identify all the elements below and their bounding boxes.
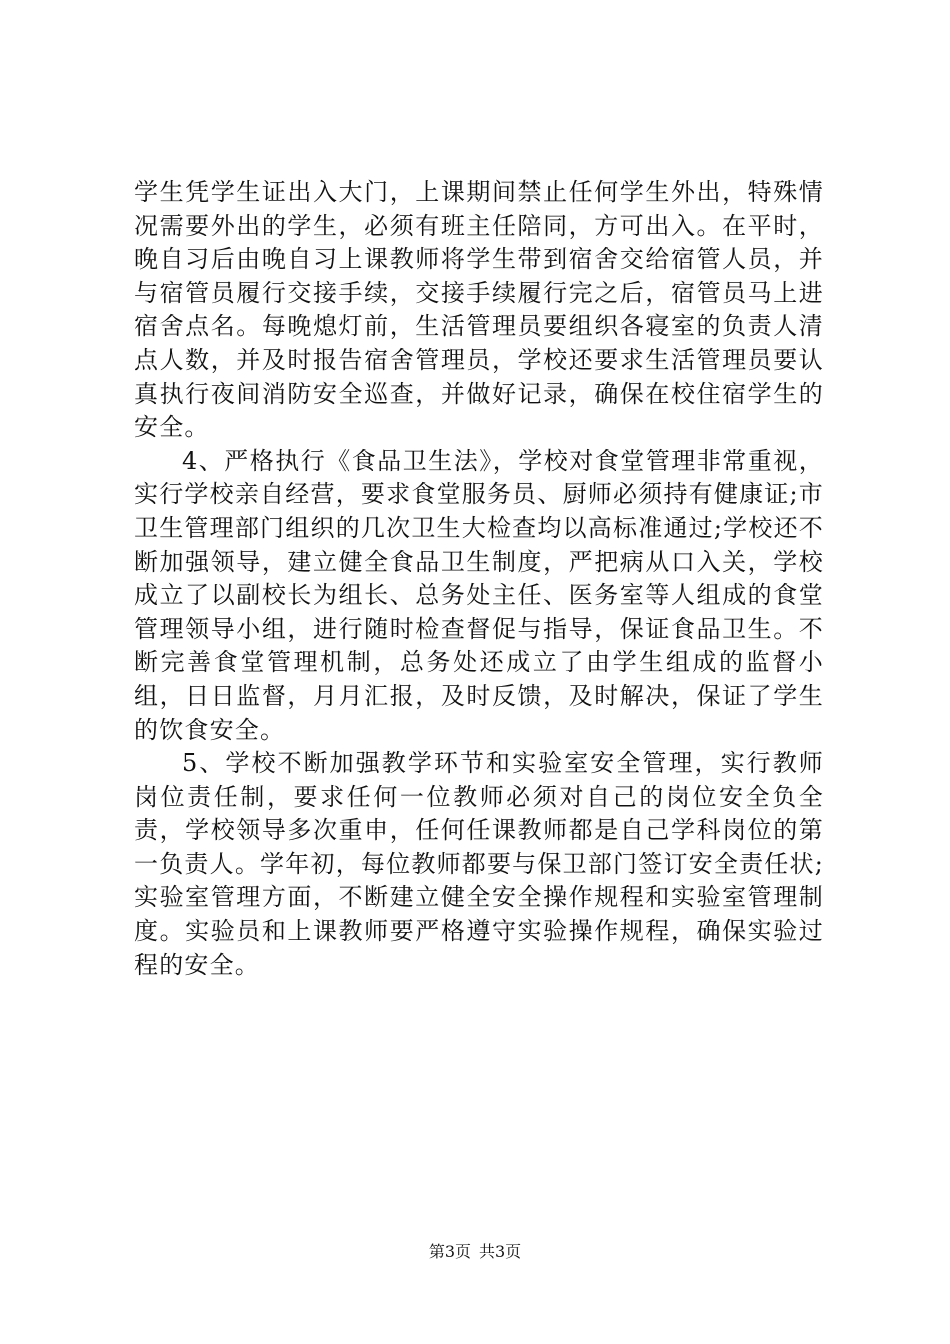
paragraph-dormitory-management: 学生凭学生证出入大门，上课期间禁止任何学生外出，特殊情况需要外出的学生，必须有班主任陪同，方可出入。在平时，晚自习后由晚自习上课教师将学生带到宿舍交给宿管人员，并与宿管员履行交接手续，交接手续履行完之后，宿管员马上进宿舍点名。每晚熄灯前，生活管理员要组织各寝室的负责人清点人数，并及时报告宿舍管理员，学校还要求生活管理员要认真执行夜间消防安全巡查，并做好记录，确保在校住宿学生的安全。 bbox=[134, 178, 824, 442]
paragraph-food-hygiene: 4、严格执行《食品卫生法》，学校对食堂管理非常重视，实行学校亲自经营，要求食堂服务员、厨师必须持有健康证;市卫生管理部门组织的几次卫生大检查均以高标准通过;学校还不断加强领导，建立健全食品卫生制度，严把病从口入关，学校成立了以副校长为组长、总务处主任、医务室等人组成的食堂管理领导小组，进行随时检查督促与指导，保证食品卫生。不断完善食堂管理机制，总务处还成立了由学生组成的监督小组，日日监督，月月汇报，及时反馈，及时解决，保证了学生的饮食安全。 bbox=[134, 446, 824, 744]
page-number-total: 共3页 bbox=[479, 1242, 522, 1261]
document-body bbox=[134, 176, 824, 982]
page-footer bbox=[0, 1242, 950, 1262]
paragraph-lab-safety: 5、学校不断加强教学环节和实验室安全管理，实行教师岗位责任制，要求任何一位教师必须对自己的岗位安全负全责，学校领导多次重申，任何任课教师都是自己学科岗位的第一负责人。学年初，每位教师都要与保卫部门签订安全责任状;实验室管理方面，不断建立健全安全操作规程和实验室管理制度。实验员和上课教师要严格遵守实验操作规程，确保实验过程的安全。 bbox=[134, 749, 824, 979]
page-number-current: 第3页 bbox=[428, 1242, 471, 1261]
